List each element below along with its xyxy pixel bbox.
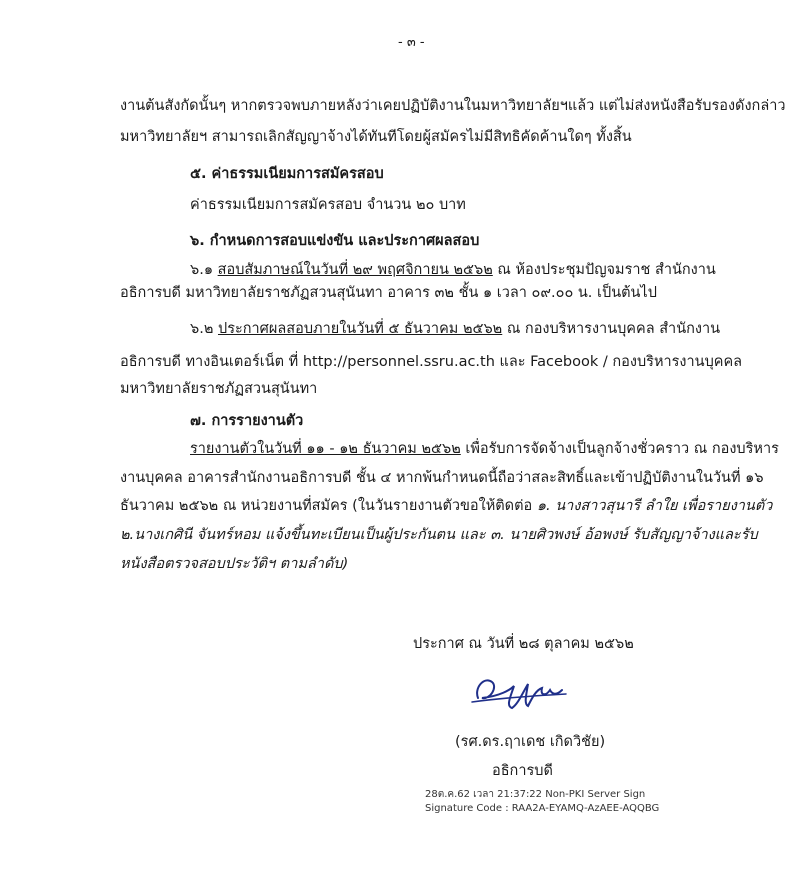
- section-7-heading: ๗. การรายงานตัว: [190, 413, 304, 429]
- section-7-line-2: งานบุคคล อาคารสำนักงานอธิการบดี ชั้น ๔ หากพ้นกำหนดนี้ถือว่าสละสิทธิ์และเข้าปฏิบัติงานในวันที่ ๑๖: [120, 470, 764, 486]
- section-7-line-3-normal: ธันวาคม ๒๕๖๒ ณ หน่วยงานที่สมัคร (ในวันรายงานตัวขอให้ติดต่อ: [120, 498, 537, 514]
- section-5-body: ค่าธรรมเนียมการสมัครสอบ จำนวน ๒๐ บาท: [190, 197, 466, 213]
- section-7-line-3-contact: ๑. นางสาวสุนารี ลำใย เพื่อรายงานตัว: [536, 498, 773, 514]
- signature-code: Signature Code : RAA2A-EYAMQ-AzAEE-AQQBG: [425, 803, 660, 814]
- intro-line-2: มหาวิทยาลัยฯ สามารถเลิกสัญญาจ้างได้ทันทีโดยผู้สมัครไม่มีสิทธิคัดค้านใดๆ ทั้งสิ้น: [120, 129, 632, 145]
- announcement-date: ประกาศ ณ วันที่ ๒๘ ตุลาคม ๒๕๖๒: [413, 636, 634, 652]
- section-6-2-date: ประกาศผลสอบภายในวันที่ ๕ ธันวาคม ๒๕๖๒: [217, 321, 503, 337]
- section-6-heading: ๖. กำหนดการสอบแข่งขัน และประกาศผลสอบ: [190, 233, 480, 249]
- section-6-1-location: ณ ห้องประชุมปัญจมราช สำนักงาน: [492, 262, 716, 278]
- signer-name: (รศ.ดร.ฤาเดช เกิดวิชัย): [455, 734, 606, 750]
- section-7-line-4: ๒.นางเกศินี จันทร์หอม แจ้งขึ้นทะเบียนเป็นผู้ประกันตน และ ๓. นายศิวพงษ์ อ้อพงษ์ รับสัญญาจ้างและรับ: [120, 527, 758, 543]
- section-6-2-line-1: [190, 317, 720, 340]
- section-6-2-line-2: อธิการบดี ทางอินเตอร์เน็ต ที่ http://personnel.ssru.ac.th และ Facebook / กองบริหารงานบุคคล: [120, 354, 743, 370]
- page-number: - ๓ -: [398, 35, 425, 50]
- section-7-date: รายงานตัวในวันที่ ๑๑ - ๑๒ ธันวาคม ๒๕๖๒: [190, 441, 461, 457]
- signature-image: [470, 668, 580, 714]
- section-6-2-location: ณ กองบริหารงานบุคคล สำนักงาน: [502, 321, 721, 337]
- intro-line-1: งานต้นสังกัดนั้นๆ หากตรวจพบภายหลังว่าเคยปฏิบัติงานในมหาวิทยาลัยฯแล้ว แต่ไม่ส่งหนังสือรับรองดังกล่าว: [120, 98, 786, 114]
- section-7-line-3: [120, 494, 772, 517]
- section-7-line-5: หนังสือตรวจสอบประวัติฯ ตามลำดับ): [120, 556, 349, 572]
- section-7-line-1-rest: เพื่อรับการจัดจ้างเป็นลูกจ้างชั่วคราว ณ กองบริหาร: [460, 441, 779, 457]
- section-6-2-line-3: มหาวิทยาลัยราชภัฏสวนสุนันทา: [120, 381, 318, 397]
- section-6-1-line-2: อธิการบดี มหาวิทยาลัยราชภัฏสวนสุนันทา อาคาร ๓๒ ชั้น ๑ เวลา ๐๙.๐๐ น. เป็นต้นไป: [120, 285, 657, 301]
- section-5-heading: ๕. ค่าธรรมเนียมการสมัครสอบ: [190, 166, 384, 182]
- signature-stroke: [477, 680, 562, 708]
- section-6-1-date: สอบสัมภาษณ์ในวันที่ ๒๙ พฤศจิกายน ๒๕๖๒: [217, 262, 493, 278]
- section-6-1-line-1: [190, 258, 716, 281]
- section-7-line-1: [190, 437, 779, 460]
- signature-stamp-time: 28ต.ค.62 เวลา 21:37:22 Non-PKI Server Sign: [425, 789, 646, 800]
- signer-title: อธิการบดี: [492, 763, 553, 779]
- section-6-1-number: ๖.๑: [190, 262, 214, 278]
- section-6-2-number: ๖.๒: [190, 321, 214, 337]
